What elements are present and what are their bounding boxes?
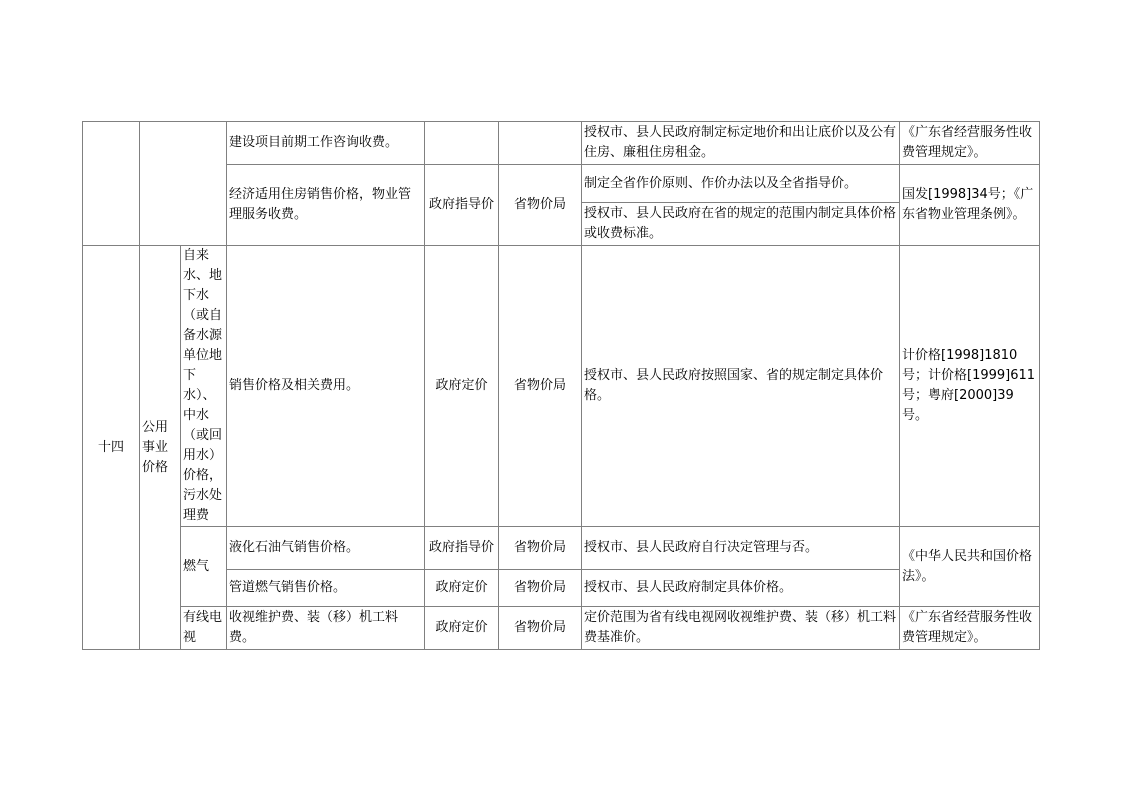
- subcategory-label: 燃气: [181, 527, 227, 607]
- basis-cell: 计价格[1998]1810号；计价格[1999]611号；粤府[2000]39号。: [900, 246, 1040, 527]
- scope-cell: 授权市、县人民政府按照国家、省的规定制定具体价格。: [582, 246, 900, 527]
- item-cell: 建设项目前期工作咨询收费。: [227, 122, 425, 165]
- subcategory-label: 自来水、地下水（或自备水源单位地下水）、中水（或回用水）价格，污水处理费: [181, 246, 227, 527]
- table-row: [83, 607, 1040, 650]
- dept-cell-empty: [499, 122, 582, 165]
- table-row: [83, 570, 1040, 607]
- scope-cell: 授权市、县人民政府制定具体价格。: [582, 570, 900, 607]
- scope-cell: 制定全省作价原则、作价办法以及全省指导价。: [582, 165, 900, 203]
- subcategory-label: 有线电视: [181, 607, 227, 650]
- table-row: [83, 246, 1040, 527]
- item-cell: 销售价格及相关费用。: [227, 246, 425, 527]
- scope-cell: 授权市、县人民政府在省的规定的范围内制定具体价格或收费标准。: [582, 203, 900, 246]
- category-cell-empty: [140, 122, 227, 246]
- form-cell: 政府指导价: [425, 527, 499, 570]
- dept-cell: 省物价局: [499, 246, 582, 527]
- section-number: 十四: [83, 246, 140, 650]
- table-row: [83, 527, 1040, 570]
- form-cell: 政府指导价: [425, 165, 499, 246]
- dept-cell: 省物价局: [499, 570, 582, 607]
- scope-cell: 授权市、县人民政府制定标定地价和出让底价以及公有住房、廉租住房租金。: [582, 122, 900, 165]
- section-number-cell-empty: [83, 122, 140, 246]
- basis-cell: 《中华人民共和国价格法》。: [900, 527, 1040, 607]
- item-cell: 管道燃气销售价格。: [227, 570, 425, 607]
- basis-cell: 《广东省经营服务性收费管理规定》。: [900, 607, 1040, 650]
- basis-cell: 国发[1998]34号；《广东省物业管理条例》。: [900, 165, 1040, 246]
- scope-cell: 定价范围为省有线电视网收视维护费、装（移）机工料费基准价。: [582, 607, 900, 650]
- dept-cell: 省物价局: [499, 165, 582, 246]
- item-cell: 液化石油气销售价格。: [227, 527, 425, 570]
- item-cell: 收视维护费、装（移）机工料费。: [227, 607, 425, 650]
- table-row: [83, 122, 1040, 165]
- scope-cell: 授权市、县人民政府自行决定管理与否。: [582, 527, 900, 570]
- item-cell: 经济适用住房销售价格，物业管理服务收费。: [227, 165, 425, 246]
- form-cell: 政府定价: [425, 607, 499, 650]
- form-cell-empty: [425, 122, 499, 165]
- form-cell: 政府定价: [425, 246, 499, 527]
- basis-cell: 《广东省经营服务性收费管理规定》。: [900, 122, 1040, 165]
- pricing-catalog-table: [82, 121, 1040, 650]
- dept-cell: 省物价局: [499, 607, 582, 650]
- table-row: [83, 165, 1040, 203]
- dept-cell: 省物价局: [499, 527, 582, 570]
- category-label: 公用事业价格: [140, 246, 181, 650]
- form-cell: 政府定价: [425, 570, 499, 607]
